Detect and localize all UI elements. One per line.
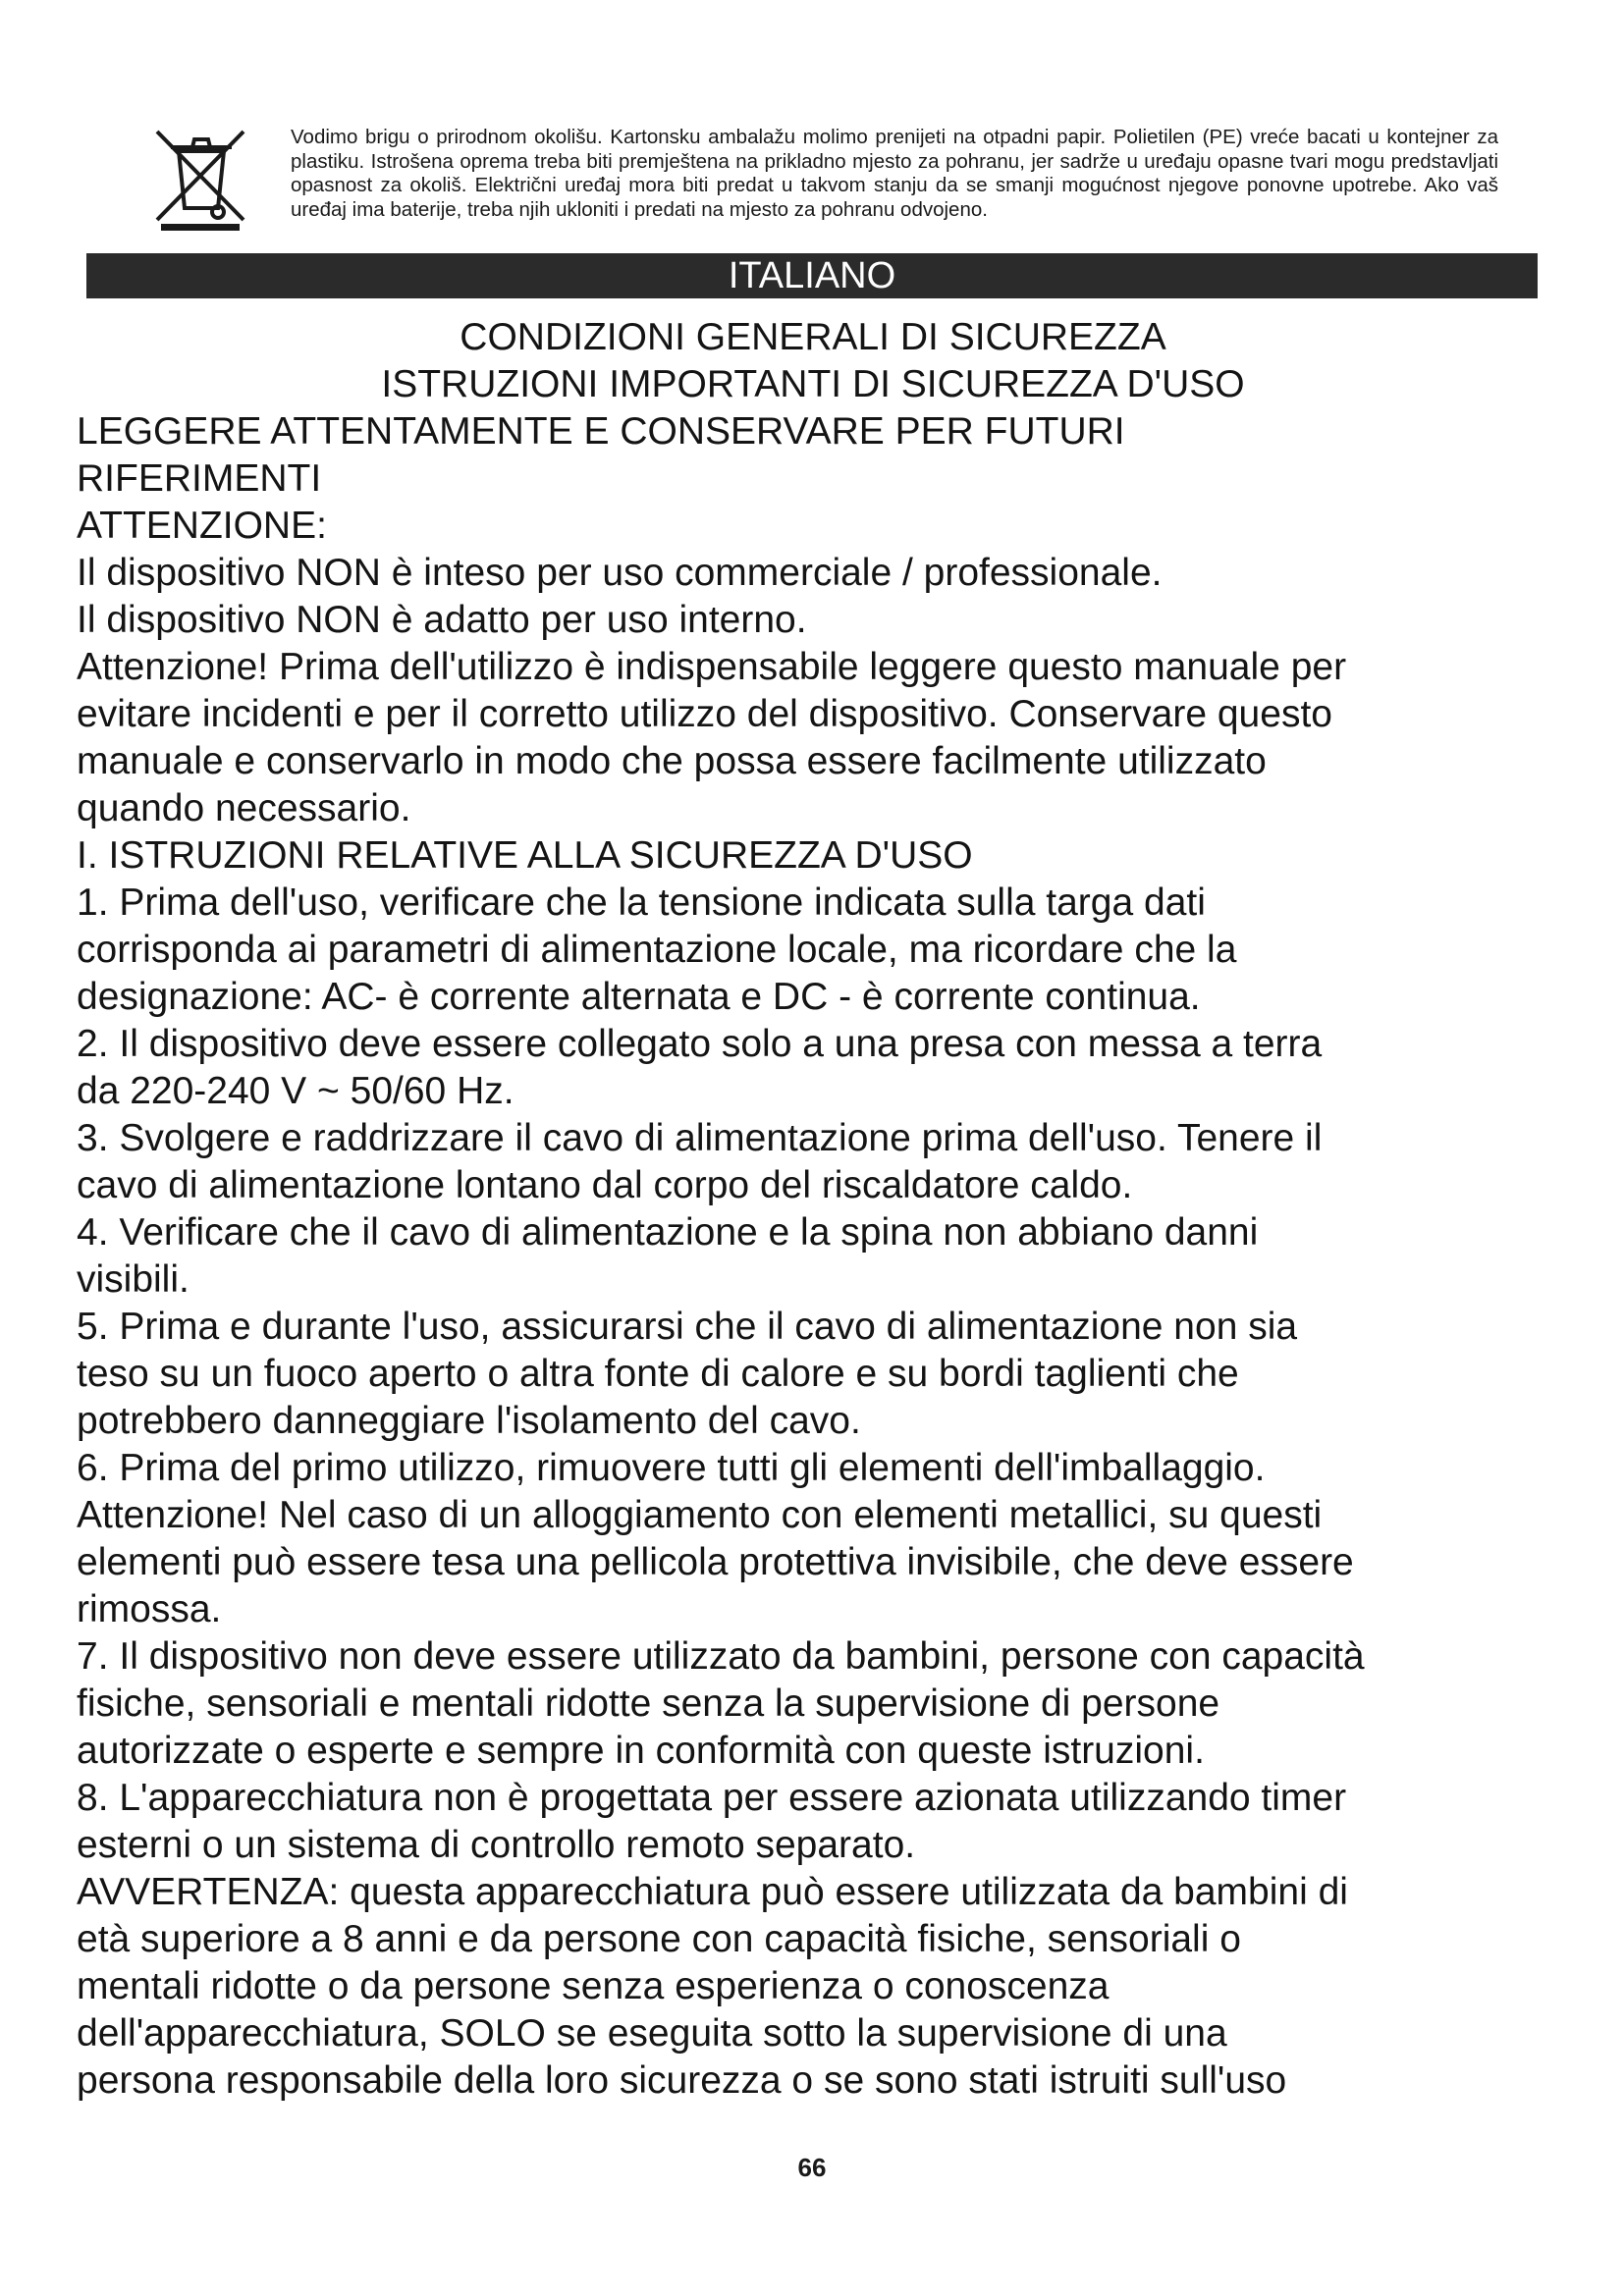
paragraph-line: Il dispositivo NON è inteso per uso commerciale / professionale. [77,552,1163,594]
paragraph-line: Attenzione! Prima dell'utilizzo è indispensabile leggere questo manuale per [77,646,1347,688]
paragraph-line: evitare incidenti e per il corretto utilizzo del dispositivo. Conservare questo [77,693,1332,735]
paragraph-line: dell'apparecchiatura, SOLO se eseguita sotto la supervisione di una [77,2012,1227,2055]
attention-label: ATTENZIONE: [77,505,327,547]
disposal-notice: Vodimo brigu o prirodnom okolišu. Kartonsku ambalažu molimo prenijeti na otpadni papir. Polietilen (PE) vreće bacati u kontejner za plastiku. Istrošena oprema treba biti premještena na prikladno mjesto za pohranu, jer sadrže u uređaju opasne tvari mogu predstavljati opasnost za okoliš. Električni uređaj mora biti predat u takvom stanju da se smanji mogućnost njegove ponovne upotrebe. Ako vaš uređaj ima baterije, treba njih ukloniti i predati na mjesto za pohranu odvojeno. [291,126,1498,221]
paragraph-line: esterni o un sistema di controllo remoto separato. [77,1824,916,1866]
paragraph-line: 1. Prima dell'uso, verificare che la tensione indicata sulla targa dati [77,881,1206,924]
heading-important-instructions: ISTRUZIONI IMPORTANTI DI SICUREZZA D'USO [381,363,1245,405]
paragraph-line: 8. L'apparecchiatura non è progettata per essere azionata utilizzando timer [77,1777,1347,1819]
instruction-paragraph [77,1304,1549,1445]
instruction-paragraph [77,1209,1549,1304]
instruction-paragraph [77,880,1549,1021]
paragraph-line: 7. Il dispositivo non deve essere utilizzato da bambini, persone con capacità [77,1635,1365,1678]
paragraph-line: 3. Svolgere e raddrizzare il cavo di alimentazione prima dell'uso. Tenere il [77,1117,1323,1159]
paragraph-line: Il dispositivo NON è adatto per uso interno. [77,599,807,641]
paragraph-line: teso su un fuoco aperto o altra fonte di calore e su bordi taglienti che [77,1353,1239,1395]
instruction-paragraph [77,550,1549,597]
keep-notice-line-1: LEGGERE ATTENTAMENTE E CONSERVARE PER FUTURI [77,410,1125,453]
paragraph-line: elementi può essere tesa una pellicola protettiva invisibile, che deve essere [77,1541,1354,1583]
instruction-paragraph [77,597,1549,644]
paragraph-line: rimossa. [77,1588,222,1630]
paragraph-line: AVVERTENZA: questa apparecchiatura può essere utilizzata da bambini di [77,1871,1348,1913]
instruction-paragraph [77,1633,1549,1775]
instruction-paragraph [77,1115,1549,1209]
paragraph-line: autorizzate o esperte e sempre in conformità con queste istruzioni. [77,1730,1205,1772]
paragraph-line: I. ISTRUZIONI RELATIVE ALLA SICUREZZA D'USO [77,834,973,877]
instruction-paragraph [77,1869,1549,2105]
paragraph-line: 6. Prima del primo utilizzo, rimuovere tutti gli elementi dell'imballaggio. [77,1447,1266,1489]
paragraph-line: Attenzione! Nel caso di un alloggiamento con elementi metallici, su questi [77,1494,1323,1536]
paragraph-line: potrebbero danneggiare l'isolamento del cavo. [77,1400,861,1442]
paragraph-line: cavo di alimentazione lontano dal corpo del riscaldatore caldo. [77,1164,1133,1206]
page-number: 66 [797,2153,827,2182]
paragraph-line: designazione: AC- è corrente alternata e DC - è corrente continua. [77,976,1201,1018]
language-banner: ITALIANO [86,253,1538,298]
paragraph-line: corrisponda ai parametri di alimentazione locale, ma ricordare che la [77,929,1237,971]
crossed-out-wheelie-bin-icon [149,126,251,232]
paragraph-line: 5. Prima e durante l'uso, assicurarsi che il cavo di alimentazione non sia [77,1306,1298,1348]
paragraph-line: quando necessario. [77,787,411,829]
paragraph-line: da 220-240 V ~ 50/60 Hz. [77,1070,514,1112]
safety-content [77,314,1549,2105]
instruction-paragraph [77,1021,1549,1115]
keep-notice-line-2: RIFERIMENTI [77,457,322,500]
instruction-paragraph [77,644,1549,832]
instruction-paragraph [77,832,1549,880]
instruction-paragraph [77,1445,1549,1633]
paragraph-line: fisiche, sensoriali e mentali ridotte senza la supervisione di persone [77,1682,1220,1725]
paragraph-line: persona responsabile della loro sicurezza o se sono stati istruiti sull'uso [77,2059,1287,2102]
paragraph-line: 2. Il dispositivo deve essere collegato solo a una presa con messa a terra [77,1023,1323,1065]
heading-general-safety: CONDIZIONI GENERALI DI SICUREZZA [460,316,1166,358]
instruction-paragraph [77,1775,1549,1869]
paragraph-line: età superiore a 8 anni e da persone con capacità fisiche, sensoriali o [77,1918,1241,1960]
paragraph-line: manuale e conservarlo in modo che possa essere facilmente utilizzato [77,740,1267,782]
paragraph-line: mentali ridotte o da persone senza esperienza o conoscenza [77,1965,1110,2007]
instruction-paragraphs [77,550,1549,2105]
paragraph-line: 4. Verificare che il cavo di alimentazione e la spina non abbiano danni [77,1211,1259,1254]
paragraph-line: visibili. [77,1258,189,1301]
